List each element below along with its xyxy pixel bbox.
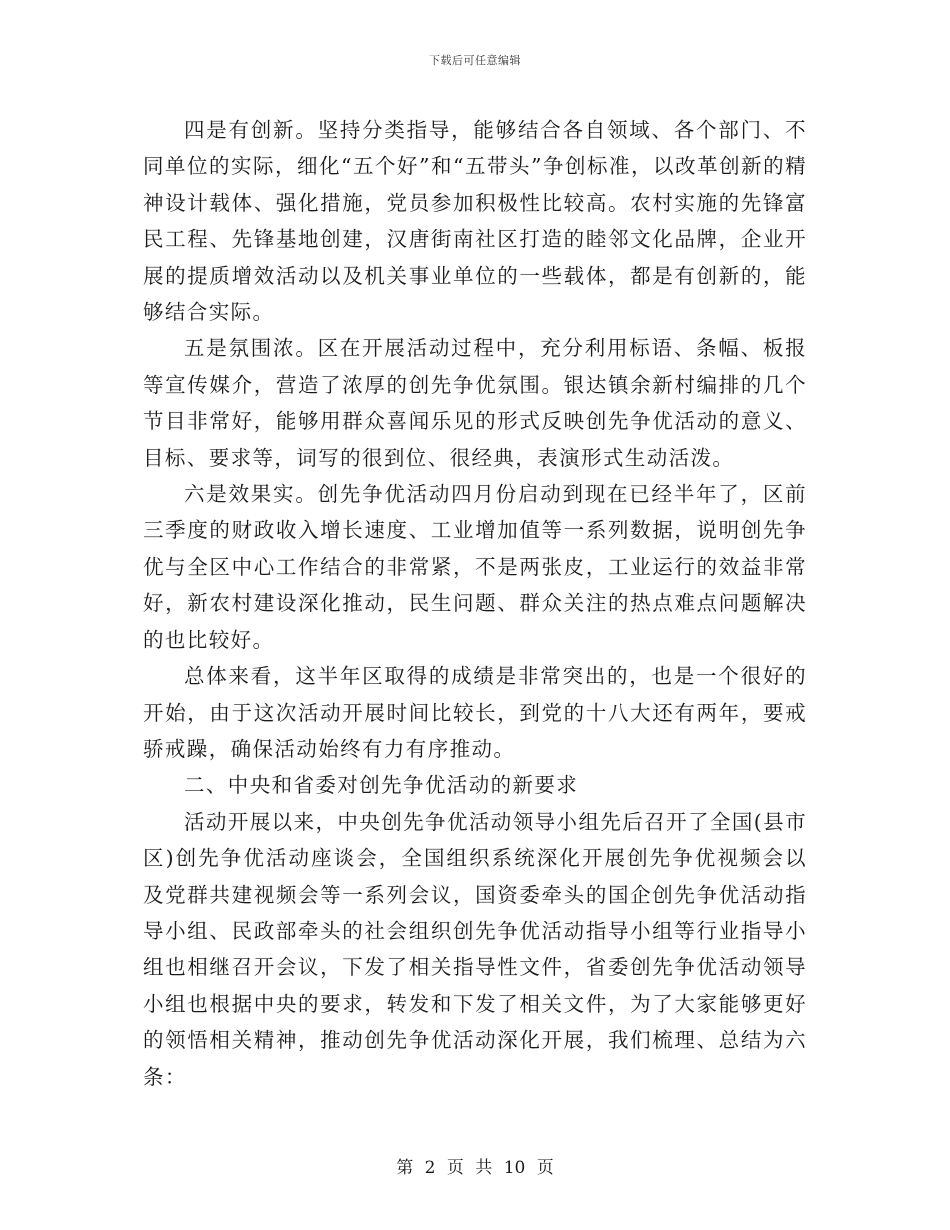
paragraph-summary: 总体来看，这半年区取得的成绩是非常突出的，也是一个很好的开始，由于这次活动开展时间比较长，到党的十八大还有两年，要戒骄戒躁，确保活动始终有力有序推动。 [143,664,807,761]
paragraph-atmosphere: 五是氛围浓。区在开展活动过程中，充分利用标语、条幅、板报等宣传媒介，营造了浓厚的创先争优氛围。银达镇余新村编排的几个节目非常好，能够用群众喜闻乐见的形式反映创先争优活动的意义、目标、要求等，词写的很到位、很经典，表演形式生动活泼。 [143,336,807,470]
paragraph-results: 六是效果实。创先争优活动四月份启动到现在已经半年了，区前三季度的财政收入增长速度、工业增加值等一系列数据，说明创先争优与全区中心工作结合的非常紧，不是两张皮，工业运行的效益非常好，新农村建设深化推动，民生问题、群众关注的热点难点问题解决的也比较好。 [143,482,807,652]
paragraph-requirements: 活动开展以来，中央创先争优活动领导小组先后召开了全国(县市区)创先争优活动座谈会，全国组织系统深化开展创先争优视频会以及党群共建视频会等一系列会议，国资委牵头的国企创先争优活动指导小组、民政部牵头的社会组织创先争优活动指导小组等行业指导小组也相继召开会议，下发了相关指导性文件，省委创先争优活动领导小组也根据中央的要求，转发和下发了相关文件，为了大家能够更好的领悟相关精神，推动创先争优活动深化开展，我们梳理、总结为六条： [143,809,807,1089]
section-heading: 二、中央和省委对创先争优活动的新要求 [184,773,579,798]
page-header: 下载后可任意编辑 [429,54,521,67]
document-body [143,112,807,1095]
page-number-footer: 第 2 页 共 10 页 [396,1158,554,1178]
paragraph-innovation: 四是有创新。坚持分类指导，能够结合各自领域、各个部门、不同单位的实际，细化“五个好”和“五带头”争创标准，以改革创新的精神设计载体、强化措施，党员参加积极性比较高。农村实施的先锋富民工程、先锋基地创建，汉唐街南社区打造的睦邻文化品牌，企业开展的提质增效活动以及机关事业单位的一些载体，都是有创新的，能够结合实际。 [143,118,807,325]
